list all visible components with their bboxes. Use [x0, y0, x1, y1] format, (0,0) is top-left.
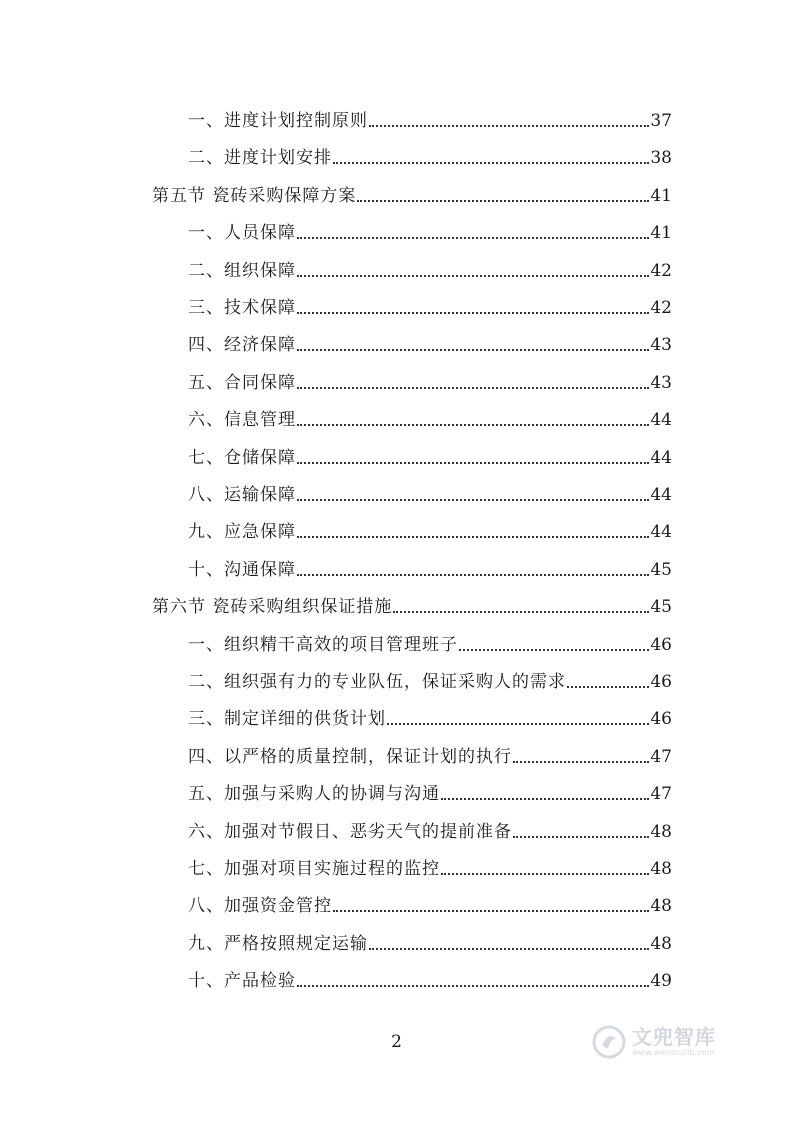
toc-entry[interactable]	[0, 256, 793, 282]
toc-leader-dots	[369, 125, 649, 127]
toc-entry-page: 41	[650, 223, 672, 244]
toc-entry-title: 一、人员保障	[188, 223, 296, 244]
toc-entry[interactable]	[0, 966, 793, 992]
toc-leader-dots	[441, 798, 649, 800]
toc-leader-dots	[297, 536, 649, 538]
watermark-url: www.wendoulib.com	[632, 1048, 715, 1057]
toc-entry[interactable]	[0, 330, 793, 356]
toc-entry-page: 44	[650, 522, 672, 543]
toc-entry-page: 43	[650, 335, 672, 356]
toc-entry-page: 46	[650, 672, 672, 692]
toc-leader-dots	[297, 462, 649, 464]
watermark-name: 文兜智库	[632, 1025, 716, 1049]
toc-entry-title: 一、组织精干高效的项目管理班子	[188, 634, 458, 655]
toc-entry[interactable]	[0, 555, 793, 581]
toc-entry-page: 46	[650, 709, 672, 730]
toc-entry[interactable]	[0, 779, 793, 805]
toc-entry[interactable]	[0, 218, 793, 244]
toc-entry-page: 48	[650, 933, 672, 954]
toc-entry-title: 六、信息管理	[188, 410, 296, 431]
toc-leader-dots	[297, 387, 649, 389]
toc-entry-page: 48	[650, 896, 672, 917]
toc-entry-title: 四、经济保障	[188, 335, 296, 356]
toc-entry-title: 八、加强资金管控	[188, 896, 332, 917]
toc-entry-title: 九、应急保障	[188, 522, 296, 543]
toc-leader-dots	[297, 574, 649, 576]
toc-leader-dots	[441, 873, 649, 875]
toc-leader-dots	[297, 349, 649, 351]
toc-leader-dots	[297, 499, 649, 501]
toc-entry-page: 44	[650, 410, 672, 431]
toc-leader-dots	[369, 948, 649, 950]
toc-leader-dots	[459, 649, 649, 651]
toc-entry[interactable]	[0, 630, 793, 656]
toc-entry-page: 44	[650, 447, 672, 468]
toc-entry-title: 二、组织保障	[188, 260, 296, 281]
watermark	[592, 1022, 752, 1062]
toc-entry-title: 六、加强对节假日、恶劣天气的提前准备	[188, 821, 512, 842]
toc-entry[interactable]	[0, 293, 793, 319]
toc-entry[interactable]	[0, 368, 793, 394]
toc-leader-dots	[333, 162, 649, 164]
toc-entry-page: 42	[650, 298, 672, 318]
toc-entry-title: 第六节 瓷砖采购组织保证措施	[152, 597, 393, 618]
toc-entry-page: 45	[650, 597, 672, 618]
toc-entry[interactable]	[0, 517, 793, 543]
toc-entry-title: 五、合同保障	[188, 372, 296, 393]
toc-entry-title: 第五节 瓷砖采购保障方案	[152, 185, 357, 206]
toc-entry-page: 42	[650, 260, 672, 281]
toc-entry[interactable]	[0, 443, 793, 469]
toc-entry-page: 46	[650, 634, 672, 655]
toc-entry-title: 三、技术保障	[188, 298, 296, 318]
toc-leader-dots	[297, 424, 649, 426]
toc-leader-dots	[567, 686, 649, 688]
toc-entry[interactable]	[0, 742, 793, 768]
toc-entry[interactable]	[0, 704, 793, 730]
toc-entry-title: 五、加强与采购人的协调与沟通	[188, 784, 440, 805]
toc-entry-page: 38	[650, 148, 672, 169]
toc-leader-dots	[297, 312, 649, 314]
toc-entry-title: 九、严格按照规定运输	[188, 933, 368, 954]
toc-entry-title: 二、组织强有力的专业队伍，保证采购人的需求	[188, 672, 566, 692]
toc-entry[interactable]	[0, 480, 793, 506]
toc-entry-page: 45	[650, 559, 672, 580]
toc-entry-page: 47	[650, 746, 672, 767]
toc-entry-title: 十、沟通保障	[188, 559, 296, 580]
toc-entry-title: 一、进度计划控制原则	[188, 111, 368, 131]
toc-entry[interactable]	[0, 106, 793, 132]
toc-entry[interactable]	[0, 854, 793, 880]
toc-entry-page: 37	[650, 111, 672, 131]
toc-entry[interactable]	[0, 181, 793, 207]
toc-entry-page: 41	[650, 185, 672, 206]
toc-entry-title: 八、运输保障	[188, 485, 296, 505]
toc-entry-title: 七、加强对项目实施过程的监控	[188, 859, 440, 879]
toc-entry-title: 三、制定详细的供货计划	[188, 709, 386, 730]
toc-entry-title: 十、产品检验	[188, 971, 296, 992]
toc-leader-dots	[297, 237, 649, 239]
toc-leader-dots	[333, 910, 649, 912]
toc-leader-dots	[513, 761, 649, 763]
toc-entry[interactable]	[0, 405, 793, 431]
toc-entry[interactable]	[0, 592, 793, 618]
toc-leader-dots	[297, 985, 649, 987]
toc-leader-dots	[513, 836, 649, 838]
toc-entry-page: 49	[650, 971, 672, 992]
toc-entry-title: 七、仓储保障	[188, 447, 296, 468]
toc-entry-page: 43	[650, 372, 672, 393]
toc-entry-page: 47	[650, 784, 672, 805]
toc-entry[interactable]	[0, 891, 793, 917]
toc-entry[interactable]	[0, 667, 793, 693]
toc-entry-page: 48	[650, 859, 672, 879]
page-number: 2	[391, 1032, 402, 1052]
toc-entry[interactable]	[0, 143, 793, 169]
toc-leader-dots	[387, 723, 649, 725]
watermark-logo-icon	[592, 1025, 626, 1059]
toc-leader-dots	[393, 611, 649, 613]
toc-leader-dots	[297, 275, 649, 277]
toc-entry-page: 44	[650, 485, 672, 505]
toc-entry-title: 二、进度计划安排	[188, 148, 332, 169]
toc-entry[interactable]	[0, 929, 793, 955]
toc-leader-dots	[357, 200, 649, 202]
toc-entry[interactable]	[0, 817, 793, 843]
toc-entry-page: 48	[650, 821, 672, 842]
toc-entry-title: 四、以严格的质量控制，保证计划的执行	[188, 746, 512, 767]
